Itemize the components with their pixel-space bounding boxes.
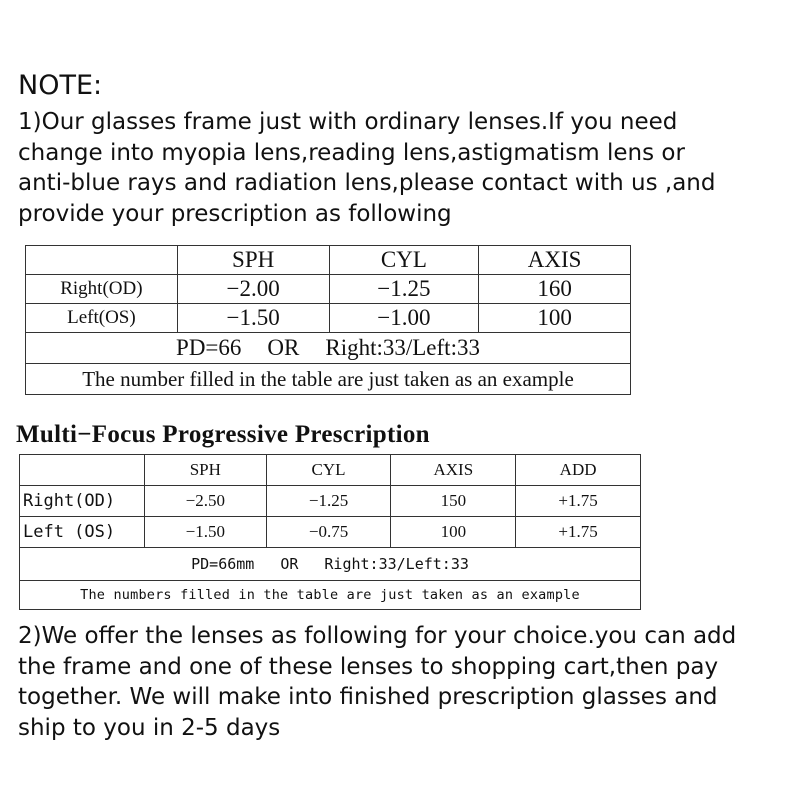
- pd-value: PD=66mm: [191, 555, 255, 573]
- options-line: ship to you in 2-5 days: [18, 714, 281, 741]
- prescription-table: [25, 245, 631, 395]
- header-cell-empty: [20, 455, 145, 486]
- add-value: +1.75: [516, 486, 641, 517]
- example-note: The number filled in the table are just taken as an example: [26, 364, 631, 395]
- header-cell-add: ADD: [516, 455, 641, 486]
- pd-split: Right:33/Left:33: [324, 555, 469, 573]
- table-header-row: [26, 246, 631, 275]
- table-row: [26, 304, 631, 333]
- axis-value: 100: [479, 304, 631, 333]
- table-row: [20, 486, 641, 517]
- axis-value: 160: [479, 275, 631, 304]
- cyl-value: −1.00: [329, 304, 479, 333]
- cyl-value: −1.25: [266, 486, 391, 517]
- intro-line: change into myopia lens,reading lens,astigmatism lens or: [18, 139, 685, 166]
- table-row: [26, 275, 631, 304]
- example-note-row: [26, 364, 631, 395]
- table-row: [20, 517, 641, 548]
- sph-value: −1.50: [144, 517, 266, 548]
- intro-line: 1)Our glasses frame just with ordinary lenses.If you need: [18, 109, 678, 135]
- header-cell-cyl: CYL: [266, 455, 391, 486]
- sph-value: −2.50: [144, 486, 266, 517]
- header-cell-axis: AXIS: [391, 455, 516, 486]
- progressive-title: Multi−Focus Progressive Prescription: [16, 421, 430, 448]
- row-label: Left (OS): [20, 517, 145, 548]
- table-header-row: [20, 455, 641, 486]
- intro-paragraph: [18, 107, 715, 229]
- example-note: The numbers filled in the table are just taken as an example: [20, 581, 641, 610]
- header-cell-sph: SPH: [144, 455, 266, 486]
- options-line: the frame and one of these lenses to shopping cart,then pay: [18, 653, 719, 680]
- note-title: NOTE:: [18, 70, 103, 101]
- header-cell-empty: [26, 246, 178, 275]
- row-label: Right(OD): [26, 275, 178, 304]
- row-label: Right(OD): [20, 486, 145, 517]
- axis-value: 100: [391, 517, 516, 548]
- intro-line: provide your prescription as following: [18, 200, 452, 227]
- lens-options-paragraph: [18, 621, 736, 743]
- options-line: together. We will make into finished prescription glasses and: [18, 684, 718, 710]
- progressive-prescription-table: [19, 454, 641, 610]
- pd-or: OR: [267, 335, 300, 360]
- add-value: +1.75: [516, 517, 641, 548]
- cyl-value: −0.75: [266, 517, 391, 548]
- pd-row: [26, 333, 631, 364]
- header-cell-sph: SPH: [177, 246, 329, 275]
- pd-or: OR: [280, 555, 299, 573]
- example-note-row: [20, 581, 641, 610]
- cyl-value: −1.25: [329, 275, 479, 304]
- pd-cell: [20, 548, 641, 581]
- pd-cell: [26, 333, 631, 364]
- header-cell-cyl: CYL: [329, 246, 479, 275]
- header-cell-axis: AXIS: [479, 246, 631, 275]
- pd-split: Right:33/Left:33: [325, 335, 480, 360]
- pd-row: [20, 548, 641, 581]
- sph-value: −2.00: [177, 275, 329, 304]
- axis-value: 150: [391, 486, 516, 517]
- options-line: 2)We offer the lenses as following for your choice.you can add: [18, 623, 737, 649]
- pd-value: PD=66: [176, 335, 242, 360]
- sph-value: −1.50: [177, 304, 329, 333]
- intro-line: anti-blue rays and radiation lens,please contact with us ,and: [18, 170, 716, 196]
- row-label: Left(OS): [26, 304, 178, 333]
